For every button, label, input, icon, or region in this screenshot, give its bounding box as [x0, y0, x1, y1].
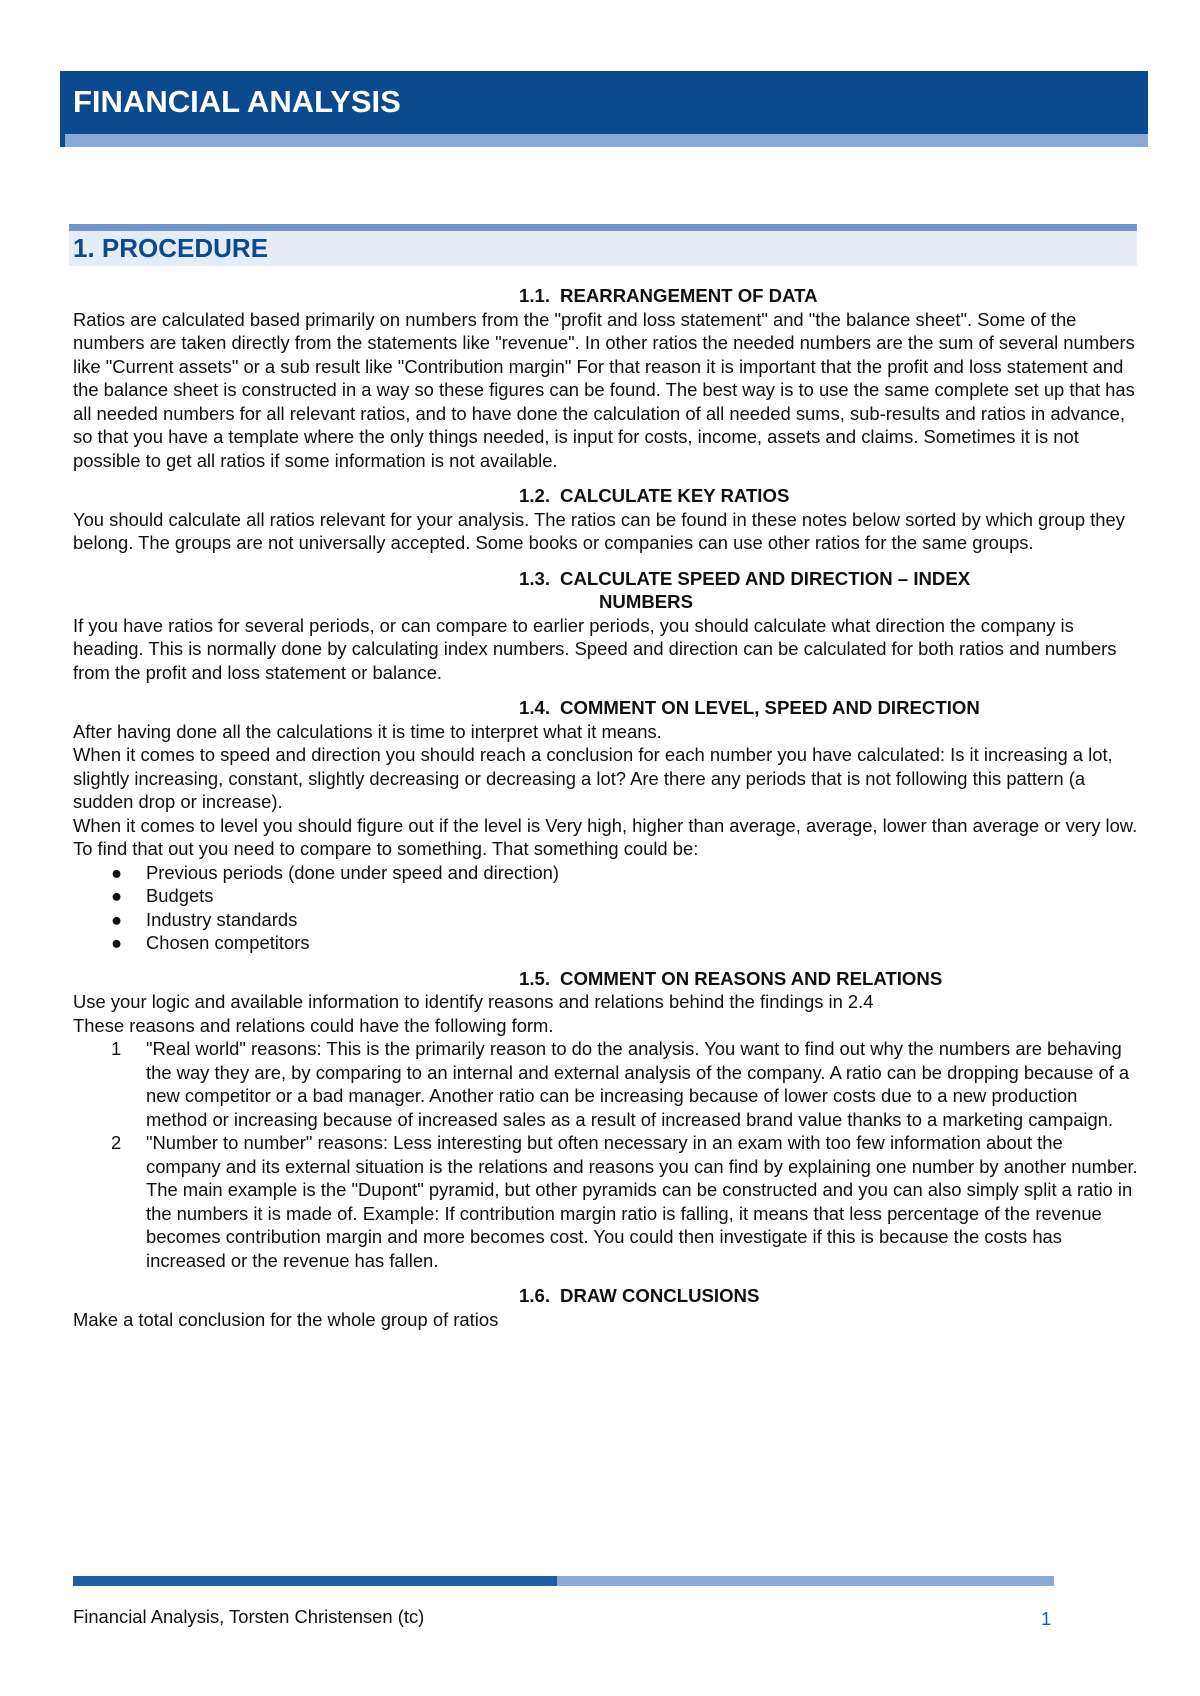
list-item: ● Chosen competitors [111, 932, 310, 953]
paragraph: You should calculate all ratios relevant for your analysis. The ratios can be found in these notes below sorted by which group they belong. The groups are not universally accepted. Some books or companies can use other ratios for the same groups. [73, 508, 1125, 553]
subsection-heading-1-5: 1.5. COMMENT ON REASONS AND RELATIONS [519, 967, 943, 989]
subsection-heading-1-4: 1.4. COMMENT ON LEVEL, SPEED AND DIRECTION [519, 697, 980, 718]
subsection-heading-1-6: 1.6. DRAW CONCLUSIONS [519, 1285, 760, 1306]
footer-rule-dark [73, 1576, 557, 1586]
list-item: ● Industry standards [111, 908, 298, 930]
section-divider-line [69, 224, 1137, 231]
document-title: FINANCIAL ANALYSIS [73, 84, 401, 119]
bullet-icon: ● [111, 908, 123, 930]
list-item: 2 "Number to number" reasons: Less interesting but often necessary in an exam with too few information about the company and its external situation is the relations and reasons you can find by explaining one number by another number. The main example is the "Dupont" pyramid, but other pyramids can be constructed and you can also simply split a ratio in the numbers it is made of. Example: If contribution margin ratio is falling, it means that less percentage of the revenue becomes contribution margin and more becomes cost. You could then investigate if this is because the costs has increased or the revenue has fallen. [111, 1132, 1138, 1271]
footer-rule-light [557, 1576, 1054, 1586]
bullet-icon: ● [111, 885, 123, 906]
bullet-list [73, 861, 1141, 955]
title-banner-notch [60, 134, 65, 147]
paragraph: Use your logic and available information to identify reasons and relations behind the findings in 2.4 [73, 991, 874, 1012]
paragraph: If you have ratios for several periods, or can compare to earlier periods, you should calculate what direction the company is heading. This is normally done by calculating index numbers. Speed and direction can be calculated for both ratios and numbers from the profit and loss statement or balance. [73, 614, 1117, 683]
subsection-heading-1-1: 1.1. REARRANGEMENT OF DATA [519, 285, 818, 306]
paragraph: Make a total conclusion for the whole group of ratios [73, 1308, 499, 1330]
paragraph: Ratios are calculated based primarily on numbers from the "profit and loss statement" and "the balance sheet". Some of the numbers are taken directly from the statements like "revenue". In other ratios the needed numbers are the sum of several numbers like "Current assets" or a sub result like "Contribution margin" For that reason it is important that the profit and loss statement and the balance sheet is constructed in a way so these figures can be found. The best way is to use the same complete set up that has all needed numbers for all relevant ratios, and to have done the calculation of all needed sums, sub-results and ratios in advance, so that you have a template where the only things needed, is input for costs, income, assets and claims. Sometimes it is not possible to get all ratios if some information is not available. [73, 308, 1135, 471]
footer-text: Financial Analysis, Torsten Christensen (tc) [73, 1606, 425, 1627]
bullet-icon: ● [111, 932, 123, 953]
paragraph: These reasons and relations could have the following form. [73, 1014, 554, 1036]
subsection-heading-1-2: 1.2. CALCULATE KEY RATIOS [519, 485, 790, 506]
bullet-icon: ● [111, 861, 123, 883]
page-number: 1 [1041, 1608, 1052, 1629]
title-banner-underline [60, 134, 1148, 147]
paragraph: After having done all the calculations it is time to interpret what it means. [73, 720, 662, 742]
document-body [73, 284, 1141, 1331]
list-item: ● Previous periods (done under speed and direction) [111, 861, 560, 883]
section-title: 1. PROCEDURE [73, 233, 269, 263]
list-item: 1 "Real world" reasons: This is the primarily reason to do the analysis. You want to find out why the numbers are behaving the way they are, by comparing to an internal and external analysis of the company. A ratio can be dropping because of a new competitor or a bad manager. Another ratio can be increasing because of lower costs due to a new production method or increasing because of increased sales as a result of increased brand value thanks to a marketing campaign. [111, 1038, 1130, 1130]
list-item: ● Budgets [111, 885, 214, 906]
subsection-heading-1-3: 1.3. CALCULATE SPEED AND DIRECTION – INDEX NUMBERS [519, 567, 971, 612]
paragraph: When it comes to level you should figure out if the level is Very high, higher than average, average, lower than average or very low. To find that out you need to compare to something. That something could be: [73, 814, 1138, 859]
paragraph: When it comes to speed and direction you should reach a conclusion for each number you have calculated: Is it increasing a lot, slightly increasing, constant, slightly decreasing or decreasing a lot? Are there any periods that is not following this pattern (a sudden drop or increase). [73, 744, 1113, 812]
numbered-list [73, 1037, 1141, 1272]
